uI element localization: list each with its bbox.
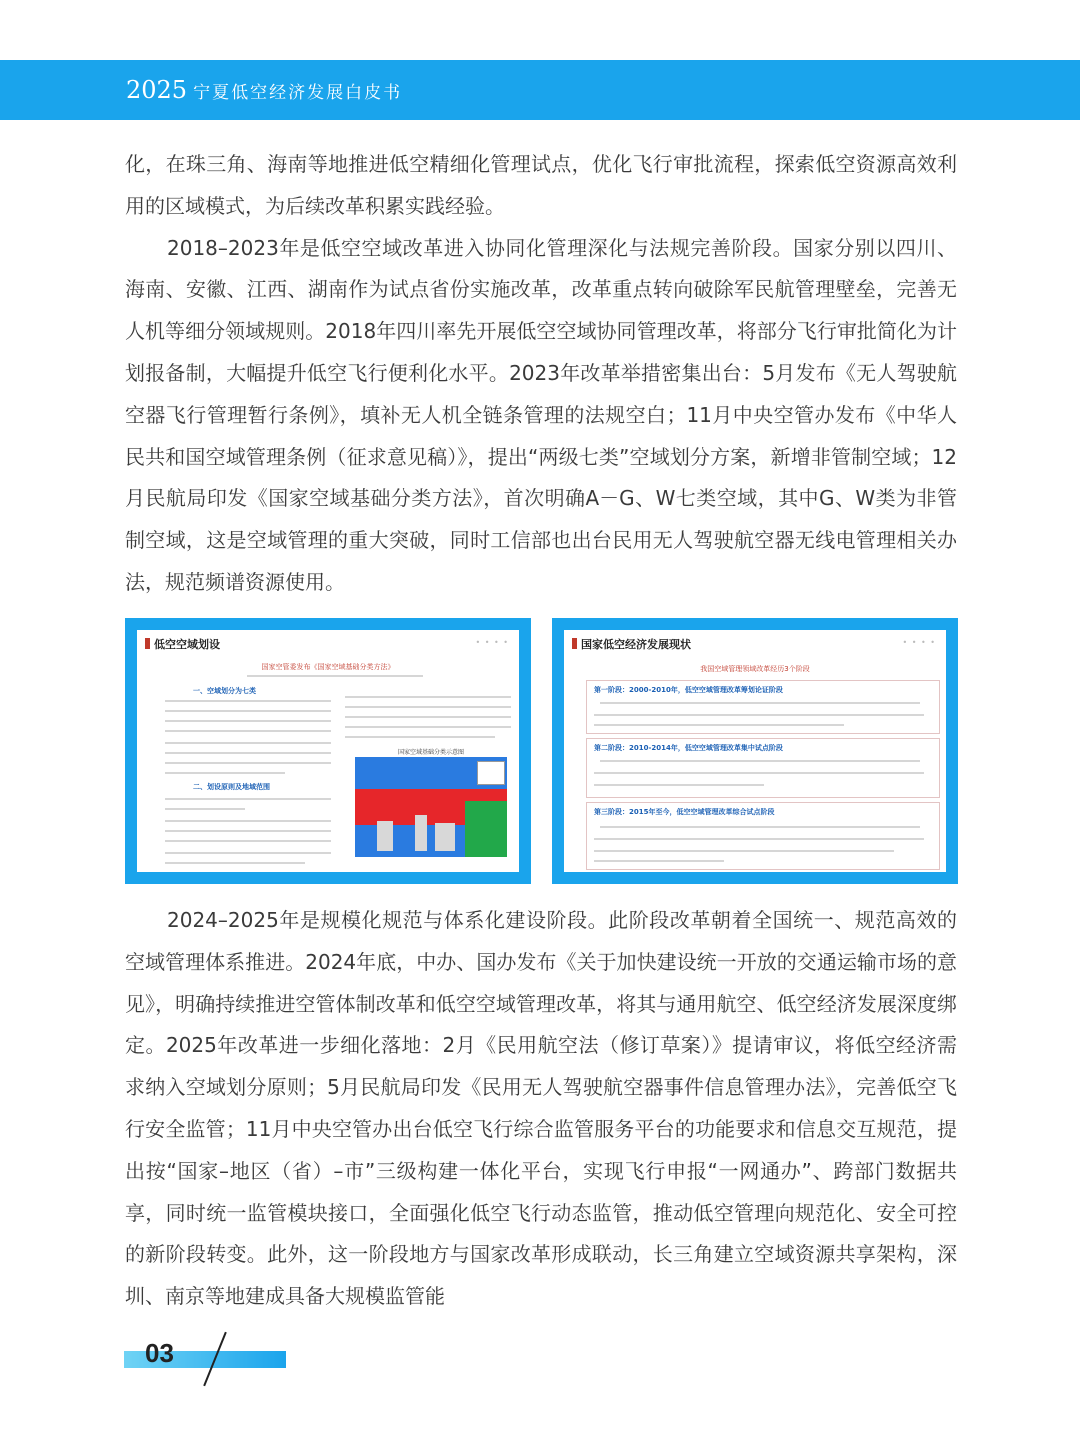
paragraph-2024-2025: 2024–2025年是规模化规范与体系化建设阶段。此阶段改革朝着全国统一、规范高效的空域管理体系推进。2024年底，中办、国办发布《关于加快建设统一开放的交通运输市场的意见》，明确持续推进空管体制改革和低空空域管理改革，将其与通用航空、低空经济发展深度绑定。2025年改革进一步细化落地：2月《民用航空法（修订草案）》提请审议，将低空经济需求纳入空域划分原则；5月民航局印发《民用无人驾驶航空器事件信息管理办法》，完善低空飞行安全监管；11月中央空管办出台低空飞行综合监管服务平台的功能要求和信息交互规范，提出按“国家–地区（省）–市”三级构建一体化平台，实现飞行申报“一网通办”、跨部门数据共享，同时统一监管模块接口，全面强化低空飞行动态监管，推动低空管理向规范化、安全可控的新阶段转变。此外，这一阶段地方与国家改革形成联动，长三角建立空域资源共享架构，深圳、南京等地建成具备大规模监管能 bbox=[125, 908, 957, 1309]
page-number: 03 bbox=[145, 1338, 174, 1368]
page-header-title bbox=[126, 76, 402, 104]
slide-image-airspace bbox=[125, 618, 531, 884]
slide-subtitle: 国家空管委发布《国家空域基础分类方法》 bbox=[261, 663, 395, 671]
slide-section-1: 一、空域划分为七类 bbox=[193, 687, 256, 695]
more-dots-icon: • • • • bbox=[902, 638, 936, 647]
slide-stage-2: 第二阶段：2010-2014年，低空空域管理改革集中试点阶段 bbox=[594, 744, 783, 752]
figure-caption: 国家空域基础分类示意图 bbox=[397, 749, 464, 756]
slide-image-development bbox=[552, 618, 958, 884]
slide-title: 国家低空经济发展现状 bbox=[572, 636, 691, 652]
slide-subtitle: 我国空域管理领域改革经历3个阶段 bbox=[700, 665, 810, 673]
slide-stage-3: 第三阶段：2015年至今，低空空域管理改革综合试点阶段 bbox=[594, 808, 775, 816]
slide-content bbox=[137, 630, 519, 872]
slide-stage-1: 第一阶段：2000-2010年，低空空域管理改革筹划论证阶段 bbox=[594, 686, 783, 694]
paragraph-2018-2023: 2018–2023年是低空空域改革进入协同化管理深化与法规完善阶段。国家分别以四川、海南、安徽、江西、湖南作为试点省份实施改革，改革重点转向破除军民航管理壁垒，完善无人机等细分领域规则。2018年四川率先开展低空空域协同管理改革，将部分飞行审批简化为计划报备制，大幅提升低空飞行便利化水平。2023年改革举措密集出台：5月发布《无人驾驶航空器飞行管理暂行条例》，填补无人机全链条管理的法规空白；11月中央空管办发布《中华人民共和国空域管理条例（征求意见稿）》，提出“两级七类”空域划分方案，新增非管制空域；12月民航局印发《国家空域基础分类方法》，首次明确A－G、W七类空域，其中G、W类为非管制空域，这是空域管理的重大突破，同时工信部也出台民用无人驾驶航空器无线电管理相关办法，规范频谱资源使用。 bbox=[125, 235, 957, 594]
paragraph-continued: 化，在珠三角、海南等地推进低空精细化管理试点，优化飞行审批流程，探索低空资源高效利用的区域模式，为后续改革积累实践经验。 bbox=[125, 152, 957, 218]
slide-section-2: 二、划设原则及地域范围 bbox=[193, 783, 270, 791]
body-text-bottom bbox=[125, 900, 957, 1318]
airspace-diagram bbox=[355, 757, 507, 857]
body-text-top bbox=[125, 144, 957, 604]
slide-content bbox=[564, 630, 946, 872]
slide-title: 低空空域划设 bbox=[145, 636, 220, 652]
header-year: 2025 bbox=[126, 76, 188, 104]
more-dots-icon: • • • • bbox=[475, 638, 509, 647]
header-title: 宁夏低空经济发展白皮书 bbox=[193, 83, 403, 103]
